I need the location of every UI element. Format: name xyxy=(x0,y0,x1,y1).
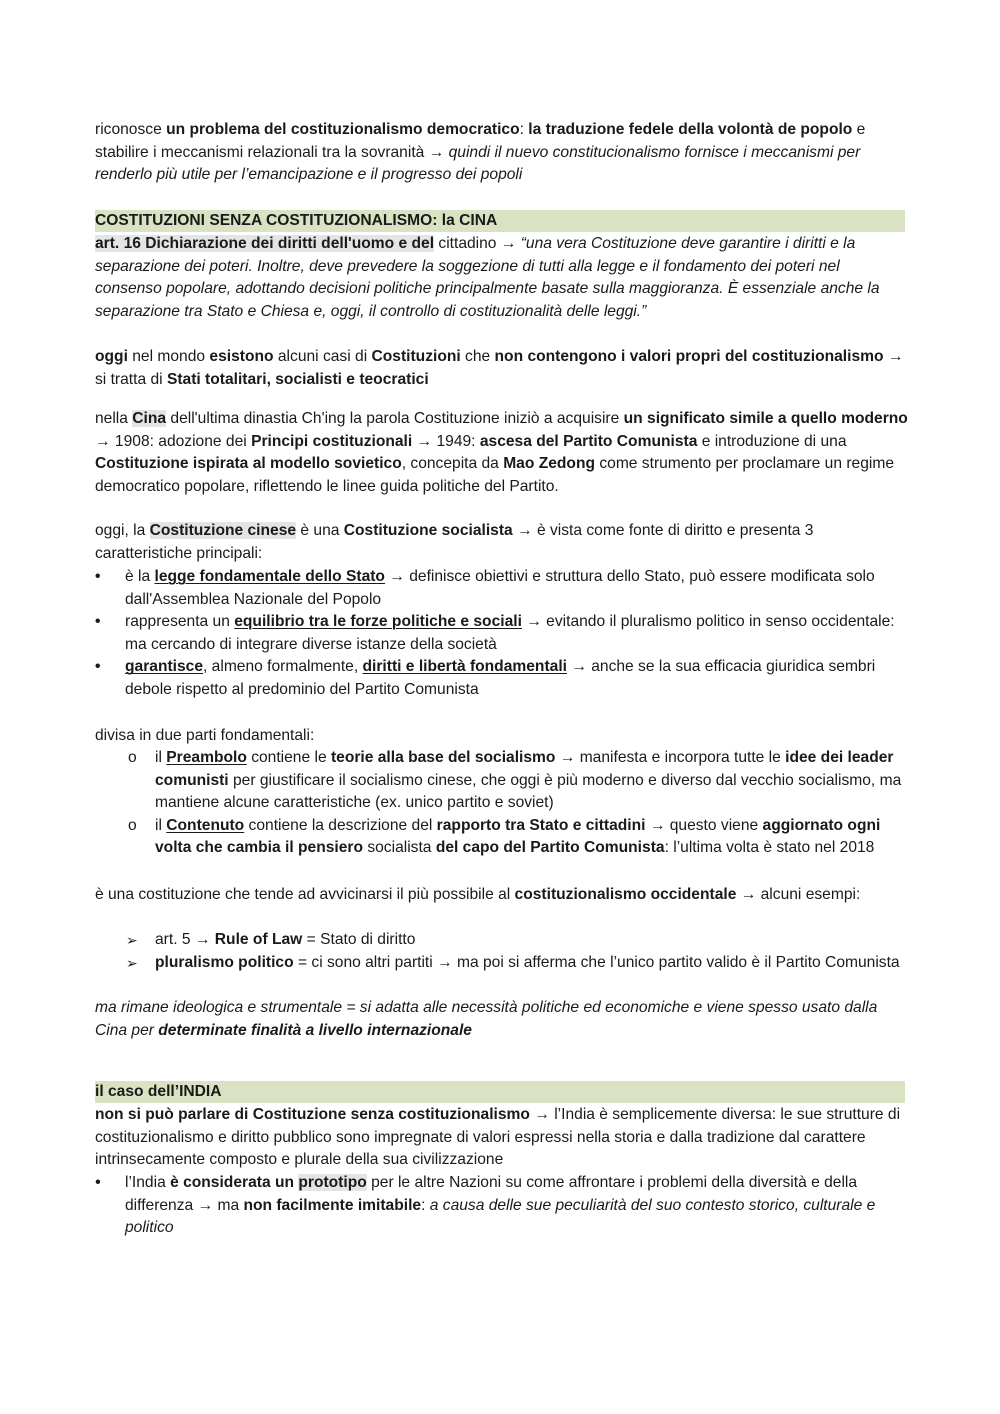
text: dell'ultima dinastia Ch'ing la parola Costituzione iniziò a acquisire xyxy=(166,410,624,427)
list-item xyxy=(95,815,910,860)
text: che xyxy=(460,348,495,365)
section-heading-india: il caso dell’INDIA xyxy=(95,1081,905,1103)
bold-text: ascesa del Partito Comunista xyxy=(479,432,698,450)
text: → l’India è semplicemente diversa: le sue strutture di costituzionalismo e diritto pubblico sono impregnate di valori espressi nella storia e dalla tradizione dal carattere intrinsecamente composto e plurale della sua civilizzazione xyxy=(95,1106,901,1169)
section-heading-cina: COSTITUZIONI SENZA COSTITUZIONALISMO: la CINA xyxy=(95,210,905,232)
bold-text: Rule of Law xyxy=(214,931,303,948)
text: → 1949: xyxy=(412,432,480,450)
india-paragraph xyxy=(95,1104,910,1172)
highlighted-text: art. 16 Dichiarazione dei diritti dell'uomo e del xyxy=(95,235,435,252)
text: è una costituzione che tende ad avvicinarsi il più possibile al xyxy=(95,886,515,903)
bold-text: esistono xyxy=(209,348,274,365)
text: , almeno formalmente, xyxy=(203,658,363,676)
text: e introduzione di una xyxy=(697,432,847,450)
art16-paragraph xyxy=(95,233,910,323)
list-item xyxy=(95,566,910,611)
underlined-key: Contenuto xyxy=(166,816,245,834)
underlined-key: diritti e libertà fondamentali xyxy=(362,658,567,676)
italic-text: a causa delle sue peculiarità del suo contesto storico, culturale e politico xyxy=(125,1196,876,1237)
underlined-key: equilibrio tra le forze politiche e sociali xyxy=(234,613,522,631)
ideologica-paragraph xyxy=(95,997,910,1042)
bold-text: Costituzione socialista xyxy=(343,522,513,539)
bold-text: del capo del Partito Comunista xyxy=(435,839,665,857)
text: alcuni casi di xyxy=(273,348,372,365)
text: socialista xyxy=(363,839,436,857)
bold-text: pluralismo politico xyxy=(155,953,294,971)
underlined-key: legge fondamentale dello Stato xyxy=(154,568,385,585)
bold-text: oggi xyxy=(95,348,128,365)
bold-text: Mao Zedong xyxy=(503,455,596,473)
bold-text: non facilmente imitabile xyxy=(243,1196,422,1214)
text: → definisce obiettivi e struttura dello Stato, può essere modificata solo dall'Assemblea Nazionale del Popolo xyxy=(125,568,875,608)
text: → si tratta di xyxy=(95,348,904,388)
bold-italic-text: determinate finalità a livello internazionale xyxy=(158,1021,472,1039)
bold-text: rapporto tra Stato e cittadini xyxy=(436,816,646,834)
list-item xyxy=(95,929,910,952)
bold-text: un significato simile a quello moderno xyxy=(623,410,908,427)
text: : l’ultima volta è stato nel 2018 xyxy=(664,839,875,857)
india-list xyxy=(95,1172,910,1240)
highlighted-text: Costituzione cinese xyxy=(149,522,297,539)
text: il xyxy=(155,749,167,766)
bold-text: idee dei leader comunisti xyxy=(155,749,894,789)
bold-text: non contengono i valori propri del costituzionalismo xyxy=(494,348,884,365)
text: è la xyxy=(125,568,155,585)
text: contiene la descrizione del xyxy=(244,816,437,834)
list-item xyxy=(95,952,910,975)
text: per le altre Nazioni su come affrontare i problemi della diversità e della differenza → ma xyxy=(125,1174,858,1214)
text: art. 5 → xyxy=(155,931,215,948)
text: = ci sono altri partiti → ma poi si afferma che l’unico partito valido è il Partito Comunista xyxy=(293,953,900,971)
bold-text: un problema del costituzionalismo democratico xyxy=(166,121,520,138)
text: = Stato di diritto xyxy=(302,931,416,948)
underlined-key: garantisce xyxy=(125,658,204,676)
list-item xyxy=(95,747,910,815)
bold-text: costituzionalismo occidentale xyxy=(514,886,737,903)
bold-text: Stati totalitari, socialisti e teocratici xyxy=(166,370,429,388)
cinese-paragraph xyxy=(95,520,910,565)
text: , concepita da xyxy=(401,455,504,473)
parts-list xyxy=(95,747,910,860)
text: → alcuni esempi: xyxy=(736,886,861,903)
text: → anche se la sua efficacia giuridica sembri debole rispetto al predominio del Partito Comunista xyxy=(125,658,876,698)
bold-text: è considerata un xyxy=(170,1174,299,1191)
text: riconosce xyxy=(95,121,167,138)
text: il xyxy=(155,816,167,834)
text: → manifesta e incorpora tutte le xyxy=(555,749,786,766)
bold-text: Principi costituzionali xyxy=(251,432,413,450)
text: → evitando il pluralismo politico in senso occidentale: ma cercando di integrare diverse istanze della società xyxy=(125,613,895,653)
text: rappresenta un xyxy=(125,613,235,631)
text: e stabilire i meccanismi relazionali tra la sovranità → xyxy=(95,121,866,161)
bold-text: Costituzione ispirata al modello sovietico xyxy=(95,455,402,473)
text: → è vista come fonte di diritto e presenta 3 caratteristiche principali: xyxy=(95,522,814,562)
oggi-paragraph xyxy=(95,346,910,391)
italic-text: quindi il nuevo constitucionalismo fornisce i meccanismi per renderlo più utile per l’emancipazione e il progresso dei popoli xyxy=(95,143,861,184)
storia-paragraph xyxy=(95,408,910,498)
text: è una xyxy=(296,522,344,539)
text: : xyxy=(519,121,529,138)
underlined-key: Preambolo xyxy=(166,749,247,766)
bold-text: teorie alla base del socialismo xyxy=(330,749,556,766)
italic-quote: “una vera Costituzione deve garantire i diritti e la separazione dei poteri. Inoltre, deve prevedere la soggezione di tutti alla legge e il fondamento dei poteri nel consenso popolare, adottando decisioni politiche principalmente basate sulla maggioranza. È essenziale anche la separazione tra Stato e Chiesa e, oggi, il controllo di costituzionalità delle leggi.” xyxy=(95,235,880,320)
text: come strumento per proclamare un regime democratico popolare, riflettendo le linee guida politiche del Partito. xyxy=(95,455,895,495)
list-item xyxy=(95,611,910,656)
text: nel mondo xyxy=(127,348,210,365)
intro-paragraph xyxy=(95,119,910,187)
highlighted-text: prototipo xyxy=(298,1174,367,1191)
text: nella xyxy=(95,410,133,427)
highlighted-text: Cina xyxy=(132,410,167,427)
list-item xyxy=(95,656,910,701)
bold-text: non si può parlare di Costituzione senza costituzionalismo xyxy=(95,1106,530,1123)
bold-text: Costituzioni xyxy=(371,348,461,365)
bold-text: aggiornato ogni volta che cambia il pensiero xyxy=(155,816,881,857)
list-item xyxy=(95,1172,910,1240)
characteristics-list xyxy=(95,566,910,702)
italic-text: ma rimane ideologica e strumentale = si adatta alle necessità politiche ed economiche e viene spesso usato dalla Cina per xyxy=(95,999,878,1039)
divisa-line: divisa in due parti fondamentali: xyxy=(95,727,315,744)
text: per giustificare il socialismo cinese, che oggi è più moderno e diverso dal vecchio socialismo, ma mantiene alcune caratteristiche (ex. unico partito e soviet) xyxy=(155,771,902,812)
text: → 1908: adozione dei xyxy=(95,432,252,450)
text: l’India xyxy=(125,1174,171,1191)
text: : xyxy=(421,1196,430,1214)
text: cittadino → xyxy=(434,235,521,252)
examples-list xyxy=(95,929,910,974)
bold-text: la traduzione fedele della volontà de popolo xyxy=(528,121,853,138)
text: oggi, la xyxy=(95,522,150,539)
text: contiene le xyxy=(246,749,331,766)
occidentale-paragraph xyxy=(95,884,910,907)
text: → questo viene xyxy=(645,816,763,834)
